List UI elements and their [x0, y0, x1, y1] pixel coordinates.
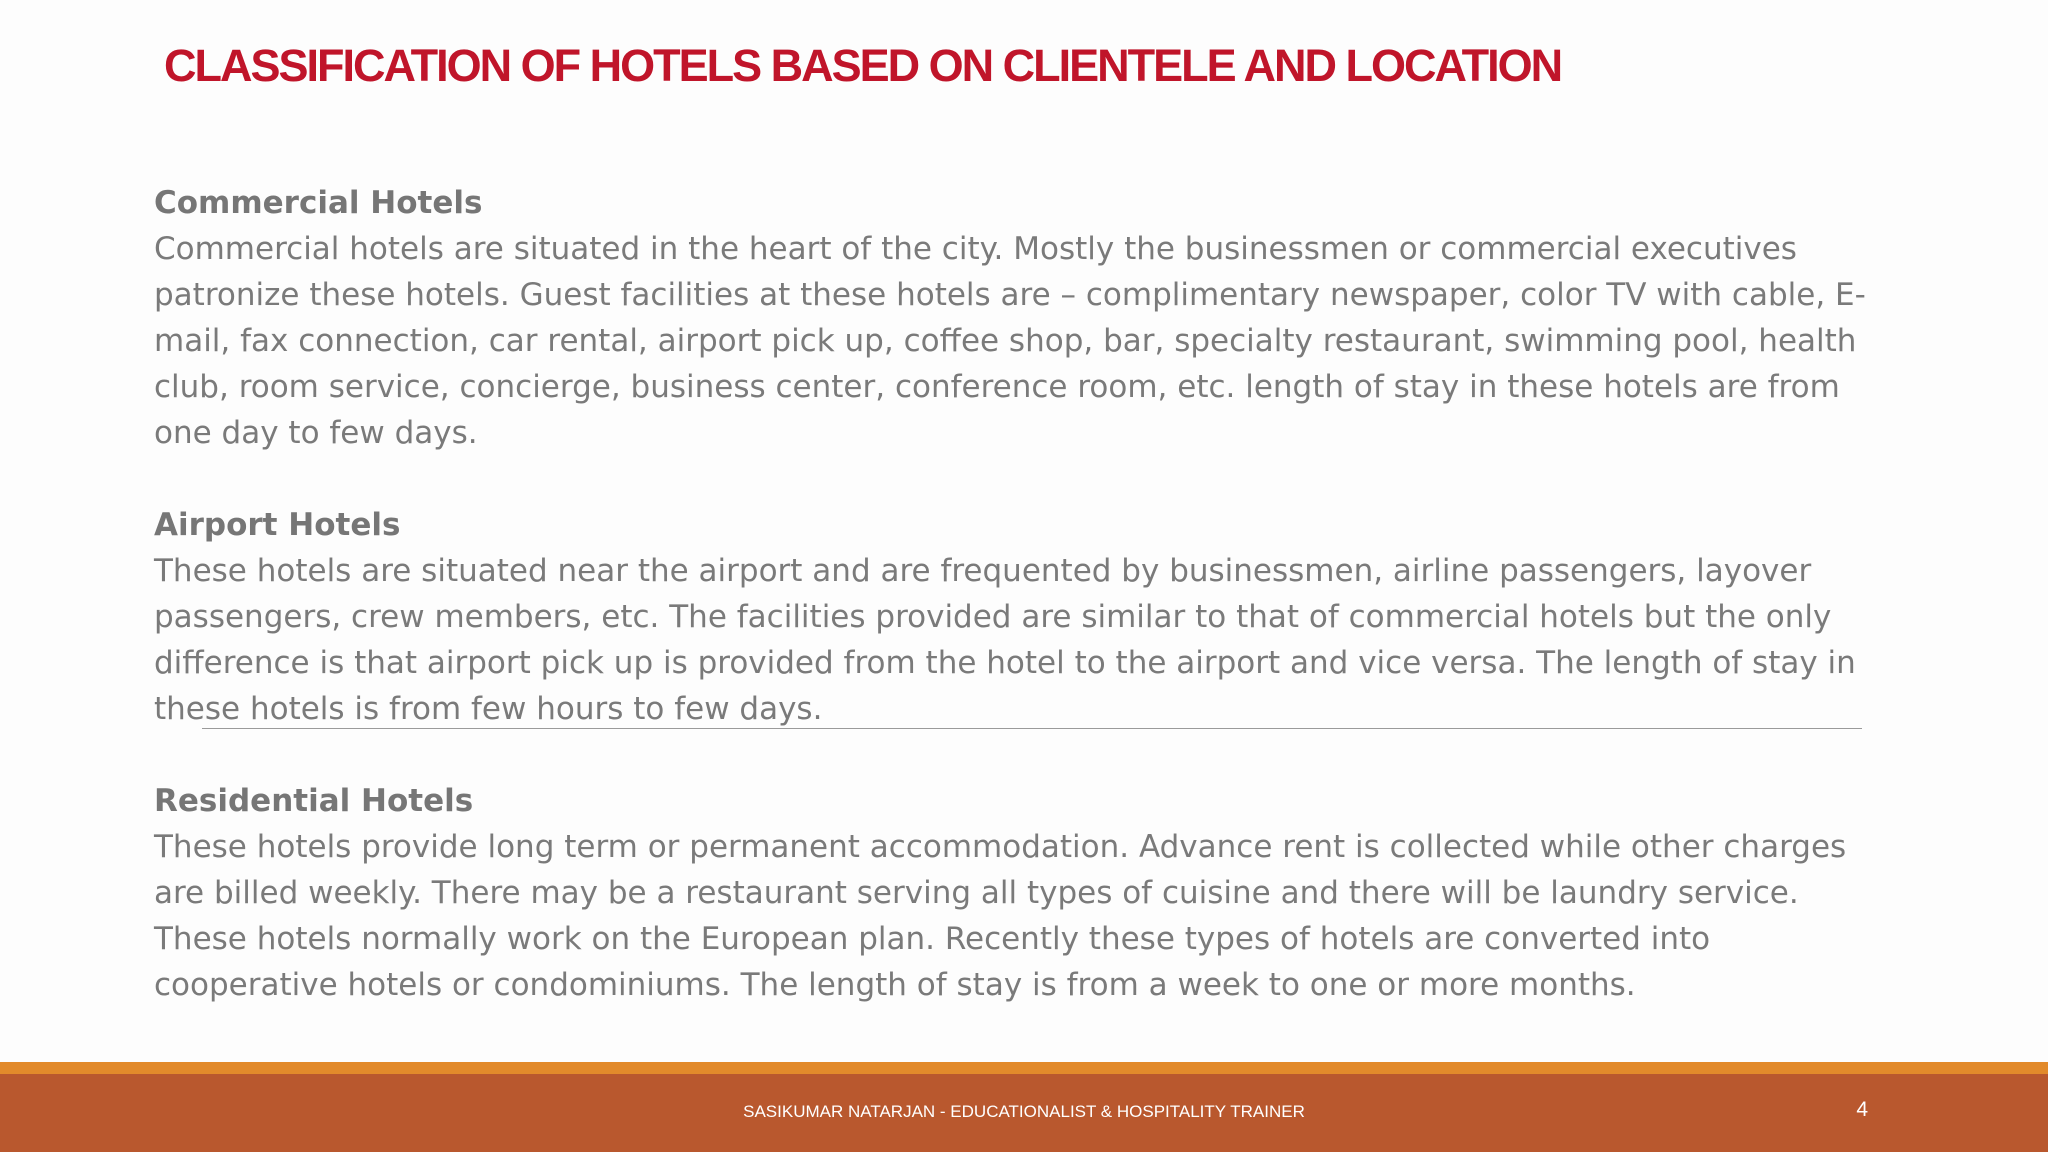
- slide-content: [154, 180, 1894, 1008]
- footer-bar: [0, 1074, 2048, 1152]
- section-heading: Commercial Hotels: [154, 185, 483, 221]
- divider-line: [202, 728, 1862, 729]
- section-body: Commercial hotels are situated in the heart of the city. Mostly the businessmen or commercial executives patronize these hotels. Guest facilities at these hotels are – complimentary newspaper, color TV with cable, E-mail, fax connection, car rental, airport pick up, coffee shop, bar, specialty restaurant, swimming pool, health club, room service, concierge, business center, conference room, etc. length of stay in these hotels are from one day to few days.: [154, 231, 1866, 451]
- footer-author-text: SASIKUMAR NATARJAN - EDUCATIONALIST & HOSPITALITY TRAINER: [743, 1102, 1305, 1121]
- slide-title: CLASSIFICATION OF HOTELS BASED ON CLIENTELE AND LOCATION: [164, 40, 1562, 91]
- footer-accent-stripe: [0, 1062, 2048, 1074]
- section-body: These hotels are situated near the airport and are frequented by businessmen, airline passengers, layover passengers, crew members, etc. The facilities provided are similar to that of commercial hotels but the only difference is that airport pick up is provided from the hotel to the airport and vice versa. The length of stay in these hotels is from few hours to few days.: [154, 553, 1856, 727]
- page-number: 4: [1856, 1098, 1868, 1121]
- section-residential-hotels: [154, 778, 1894, 1008]
- section-heading: Residential Hotels: [154, 783, 474, 819]
- section-airport-hotels: [154, 502, 1894, 732]
- section-body: These hotels provide long term or permanent accommodation. Advance rent is collected while other charges are billed weekly. There may be a restaurant serving all types of cuisine and there will be laundry service. These hotels normally work on the European plan. Recently these types of hotels are converted into cooperative hotels or condominiums. The length of stay is from a week to one or more months.: [154, 829, 1847, 1003]
- section-commercial-hotels: [154, 180, 1894, 456]
- section-heading: Airport Hotels: [154, 507, 401, 543]
